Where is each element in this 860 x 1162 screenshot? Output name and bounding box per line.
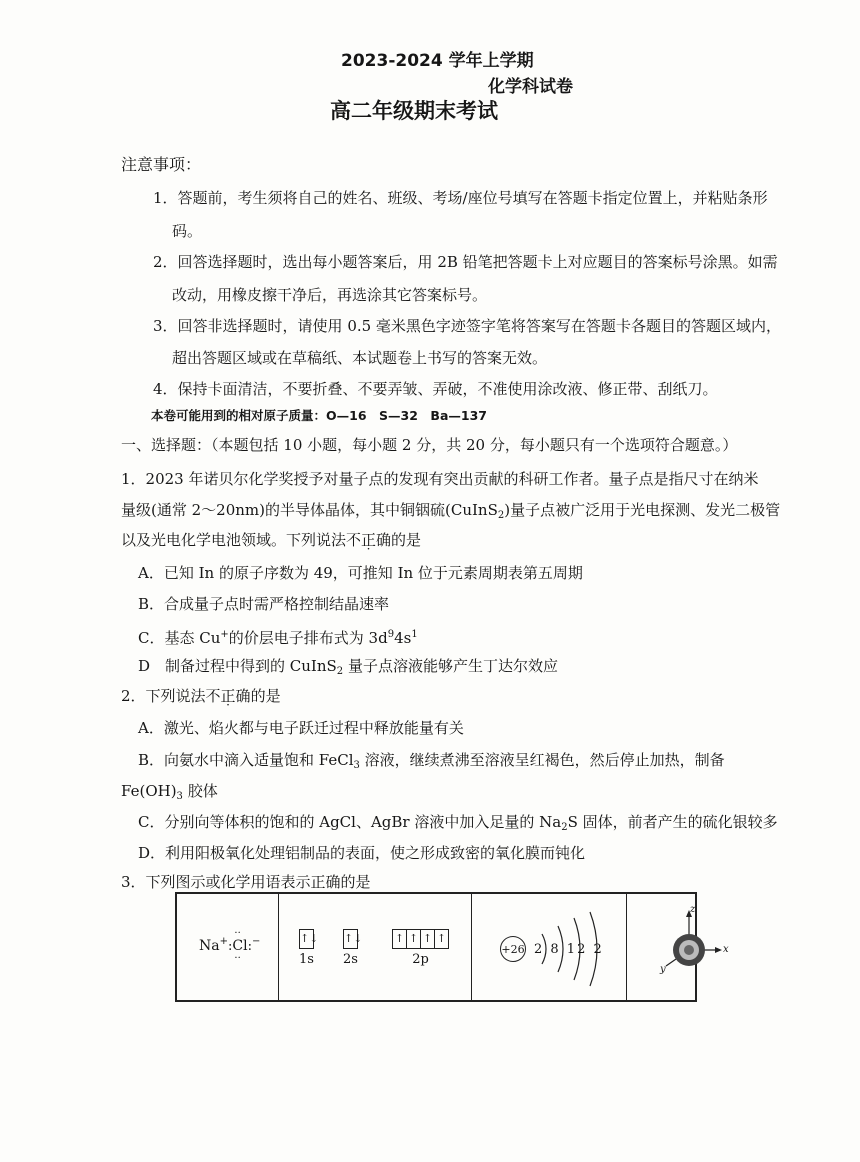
q1-d-sub: 2 [336, 666, 344, 677]
orbital-box: ↑ [406, 929, 421, 949]
q2-option-b [138, 750, 725, 776]
q2-option-b-cont [121, 781, 218, 807]
note-2-line-2: 改动，用橡皮擦干净后，再选涂其它答案标号。 [172, 286, 488, 304]
lewis-structure [199, 928, 261, 964]
q1-c-sup3: 1 [411, 629, 418, 640]
orbital-box: ↑↓ [343, 929, 358, 949]
q1-d-b: 量子点溶液能够产生丁达尔效应 [343, 657, 558, 675]
q1-line-2a: 量级(通常 2～20nm)的半导体晶体，其中铜铟硫(CuInS [121, 501, 498, 519]
lewis-dots-bottom: ·· [234, 953, 241, 964]
q1-option-b: B．合成量子点时需严格控制结晶速率 [138, 595, 390, 613]
lewis-colon: : [228, 939, 233, 954]
note-3-line-1: 3．回答非选择题时，请使用 0.5 毫米黑色字迹签字笔将答案写在答题卡各题目的答题区域内， [153, 317, 781, 335]
q3-cell-orbital-shape [627, 894, 729, 1000]
orbital-1s-label: 1s [299, 951, 314, 967]
q2-c-a: C．分别向等体积的饱和的 AgCl、AgBr 溶液中加入足量的 Na [138, 813, 562, 831]
lewis-na: Na [199, 938, 220, 954]
q1-c-c: 4s [394, 629, 412, 647]
q3-cell-orbital [279, 894, 472, 1000]
orbital-box: ↑↓ [299, 929, 314, 949]
q3-stem: 3．下列图示或化学用语表示正确的是 [121, 873, 371, 891]
q1-emphasis: 不正确 [346, 531, 392, 549]
q1-c-sup2: 9 [387, 629, 395, 640]
q1-line-3a: 以及光电化学电池领域。下列说法 [121, 531, 347, 549]
header-year-term: 2023-2024 学年上学期 [341, 51, 534, 71]
q2-option-a: A．激光、焰火都与电子跃迁过程中释放能量有关 [138, 719, 464, 737]
lewis-colon-right: : [247, 939, 252, 954]
lewis-cl-wrap [232, 928, 248, 964]
nucleus-circle: +26 [500, 936, 526, 962]
q2-stem-a: 2．下列说法 [121, 687, 206, 705]
q2-stem [121, 686, 281, 706]
q1-option-a: A．已知 In 的原子序数为 49，可推知 In 位于元素周期表第五周期 [138, 564, 583, 582]
axis-y-label: y [660, 964, 666, 975]
orbital-2p-label: 2p [412, 951, 429, 967]
q1-c-b: 的价层电子排布式为 3d [228, 629, 388, 647]
lewis-dots-top: ·· [234, 928, 241, 939]
axis-x-label: x [723, 944, 729, 955]
lewis-minus: − [251, 936, 261, 947]
note-2-line-1: 2．回答选择题时，选出每小题答案后，用 2B 铅笔把答题卡上对应题目的答案标号涂黑。如需 [153, 253, 778, 271]
q2-b2-sub: 3 [176, 791, 183, 802]
note-1-line-1: 1．答题前，考生须将自己的姓名、班级、考场/座位号填写在答题卡指定位置上，并粘贴条形 [153, 189, 768, 207]
q1-c-sup1: + [220, 629, 229, 640]
shell-electron-counts: 2 8 12 2 [534, 942, 604, 957]
q2-b-sub: 3 [353, 760, 360, 771]
q2-b-b: 溶液，继续煮沸至溶液呈红褐色，然后停止加热，制备 [359, 751, 725, 769]
lewis-plus: + [219, 936, 228, 947]
q1-d-a: D 制备过程中得到的 CuInS [138, 657, 337, 675]
orbital-2s-label: 2s [343, 951, 358, 967]
note-4: 4．保持卡面清洁，不要折叠、不要弄皱、弄破，不准使用涂改液、修正带、刮纸刀。 [153, 380, 718, 398]
s-orbital-sphere [652, 908, 722, 988]
q1-line-3 [121, 530, 421, 550]
q2-emphasis: 不正确 [205, 687, 251, 705]
q2-option-c [138, 812, 778, 838]
note-3-line-2: 超出答题区域或在草稿纸、本试题卷上书写的答案无效。 [172, 349, 548, 367]
q1-line-2 [121, 500, 780, 526]
q1-c-a: C．基态 Cu [138, 629, 221, 647]
q1-line-3b: 的是 [391, 531, 422, 549]
orbital-1s [299, 928, 319, 967]
q1-line-1: 1．2023 年诺贝尔化学奖授予对量子点的发现有突出贡献的科研工作者。量子点是指尺寸在纳米 [121, 470, 759, 488]
q3-cell-atom-structure [472, 894, 627, 1000]
q3-figure-table [175, 892, 729, 1002]
q1-option-d [138, 656, 558, 682]
q2-b2-b: 胶体 [182, 782, 218, 800]
q1-line-2b: )量子点被广泛用于光电探测、发光二极管 [504, 501, 781, 519]
q1-line-2-sub: 2 [497, 510, 505, 521]
q1-option-c [138, 625, 418, 648]
orbital-box: ↑ [434, 929, 449, 949]
lewis-cl: Cl [232, 938, 248, 954]
note-1-line-2: 码。 [172, 222, 203, 240]
header-exam-title: 高二年级期末考试 [330, 99, 498, 123]
q2-b2-a: Fe(OH) [121, 782, 177, 800]
orbital-2s [343, 928, 363, 967]
notes-heading: 注意事项： [121, 155, 202, 174]
atomic-mass-note: 本卷可能用到的相对原子质量：O—16 S—32 Ba—137 [151, 408, 487, 423]
orbital-2p [392, 928, 449, 967]
section1-title: 一、选择题：（本题包括 10 小题，每小题 2 分，共 20 分，每小题只有一个选项符合题意。） [121, 436, 738, 454]
orbital-box: ↑ [392, 929, 407, 949]
orbital-box: ↑ [420, 929, 435, 949]
q2-stem-b: 的是 [250, 687, 281, 705]
q2-b-a: B．向氨水中滴入适量饱和 FeCl [138, 751, 354, 769]
q3-cell-lewis [177, 894, 279, 1000]
q2-c-b: S 固体，前者产生的硫化银较多 [567, 813, 778, 831]
q2-option-d: D．利用阳极氧化处理铝制品的表面，使之形成致密的氧化膜而钝化 [138, 844, 586, 862]
header-subject: 化学科试卷 [488, 77, 573, 97]
q2-c-sub: 2 [561, 822, 568, 833]
axis-z-label: z [690, 904, 696, 915]
